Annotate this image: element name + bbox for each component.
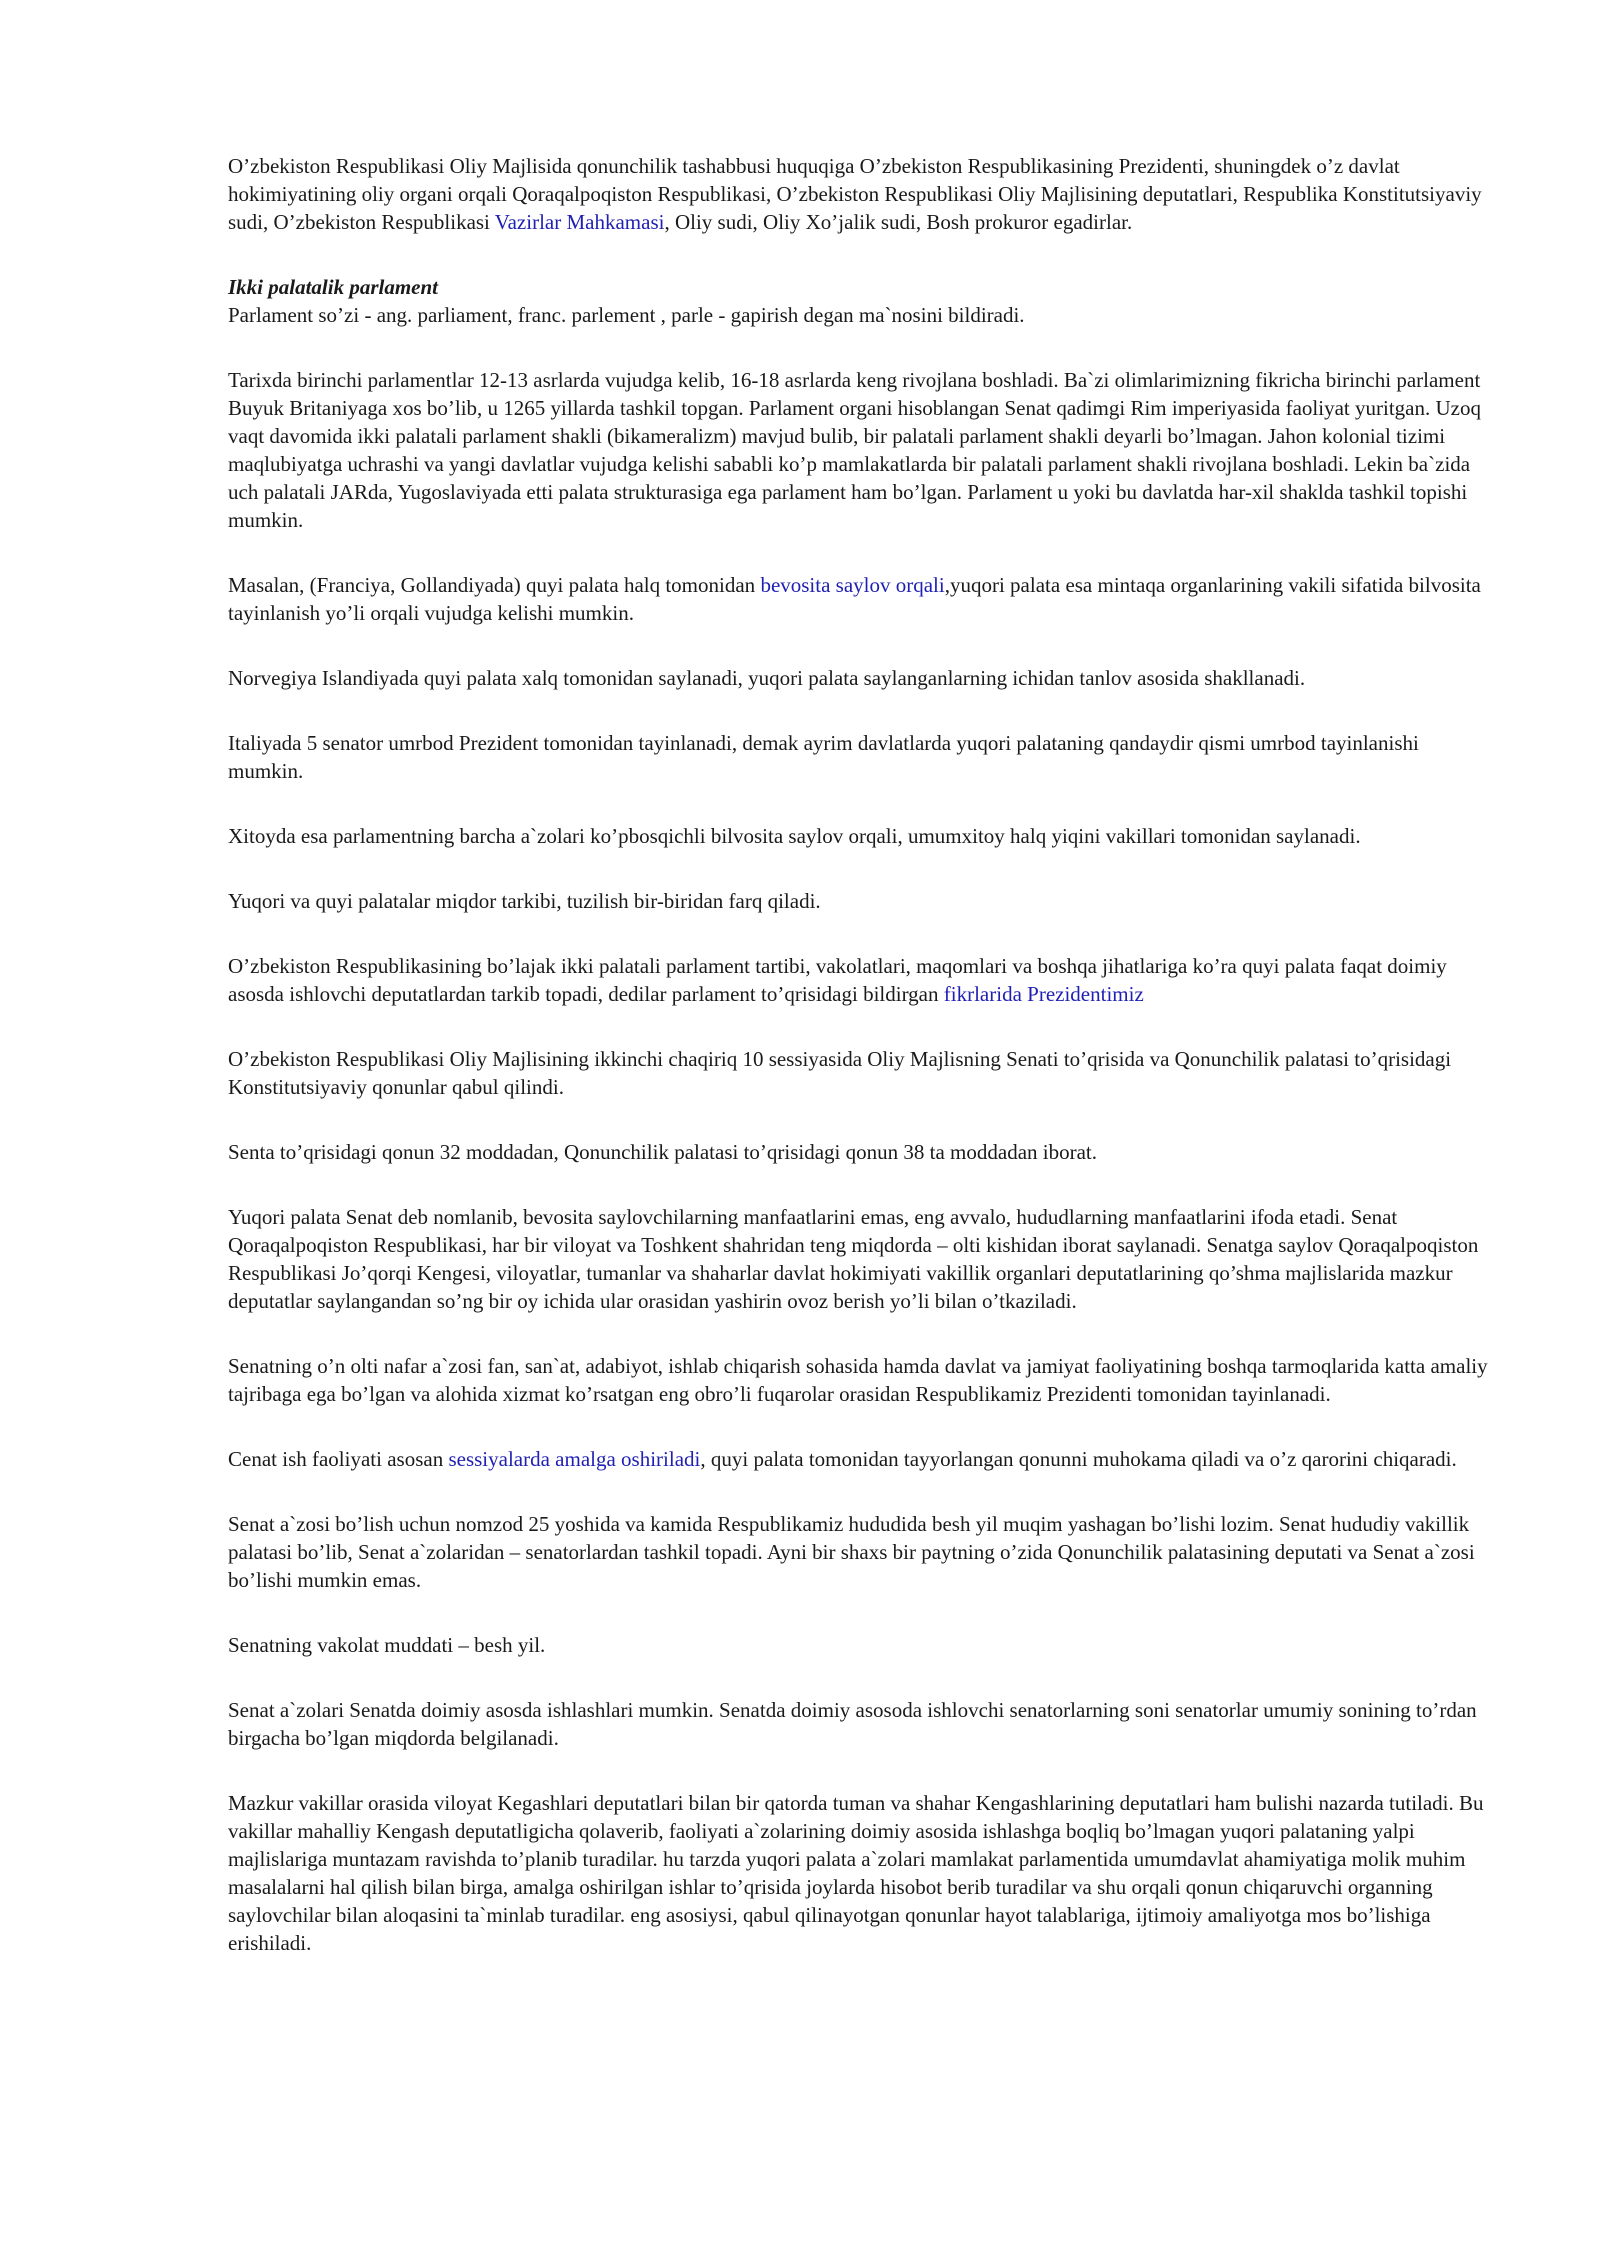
paragraph-appointed-senators: Senatning o’n olti nafar a`zosi fan, san`at, adabiyot, ishlab chiqarish sohasida hamda davlat va jamiyat faoliyatining boshqa tarmoqlarida katta amaliy tajribaga ega bo’lgan va alohida xizmat ko’rsatgan eng obro’li fuqarolar orasidan Respublikamiz Prezidenti tomonidan tayinlanadi. (228, 1354, 1488, 1406)
paragraph-text: Cenat ish faoliyati asosan (228, 1447, 449, 1471)
link-vazirlar-mahkamasi[interactable]: Vazirlar Mahkamasi (494, 210, 665, 234)
paragraph-text: ,yuqori palata esa mintaqa organlarining vakili sifatida bilvosita tayinlanish yo’li orqali vujudga kelishi mumkin. (228, 573, 1481, 625)
paragraph-text: , quyi palata tomonidan tayyorlangan qonunni muhokama qiladi va o’z qarorini chiqaradi. (700, 1447, 1457, 1471)
paragraph-france-netherlands (228, 571, 1488, 627)
paragraph-history: Tarixda birinchi parlamentlar 12-13 asrlarda vujudga kelib, 16-18 asrlarda keng rivojlana boshladi. Ba`zi olimlarimizning fikricha birinchi parlament Buyuk Britaniyaga xos bo’lib, u 1265 yillarda tashkil topgan. Parlament organi hisoblangan Senat qadimgi Rim imperiyasida faoliyat yuritgan. Uzoq vaqt davomida ikki palatali parlament shakli (bikameralizm) mavjud bulib, bir palatali parlament shakli deyarli bo’lmagan. Jahon kolonial tizimi maqlubiyatga uchrashi va yangi davlatlar vujudga kelishi sababli ko’p mamlakatlarda bir palatali parlament shakli rivojlana boshladi. Lekin ba`zida uch palatali JARda, Yugoslaviyada etti palata strukturasiga ega parlament ham bo’lgan. Parlament u yoki bu davlatda har-xil shaklda tashkil topishi mumkin. (228, 368, 1481, 532)
paragraph-text: , Oliy sudi, Oliy Xo’jalik sudi, Bosh prokuror egadirlar. (664, 210, 1133, 234)
section-heading: Ikki palatalik parlament (228, 275, 439, 299)
paragraph-text: O’zbekiston Respublikasining bo’lajak ikki palatali parlament tartibi, vakolatlari, maqomlari va boshqa jihatlariga ko’ra quyi palata faqat doimiy asosda ishlovchi deputatlardan tarkib topadi, dedilar parlament to’qrisidagi bildirgan (228, 954, 1447, 1006)
paragraph-norway-iceland: Norvegiya Islandiyada quyi palata xalq tomonidan saylanadi, yuqori palata saylanganlarning ichidan tanlov asosida shakllanadi. (228, 666, 1306, 690)
paragraph-senate-eligibility: Senat a`zosi bo’lish uchun nomzod 25 yoshida va kamida Respublikamiz hududida besh yil muqim yashagan bo’lishi lozim. Senat hududiy vakillik palatasi bo’lib, Senat a`zolaridan – senatorlardan tashkil topadi. Ayni bir shaxs bir paytning o’zida Qonunchilik palatasining deputati va Senat a`zosi bo’lishi mumkin emas. (228, 1512, 1475, 1592)
paragraph-legislative-initiative (228, 152, 1488, 236)
paragraph-china: Xitoyda esa parlamentning barcha a`zolari ko’pbosqichli bilvosita saylov orqali, umumxitoy halq yiqini vakillari tomonidan saylanadi. (228, 824, 1361, 848)
paragraph-uzbekistan-lower-house (228, 952, 1488, 1008)
paragraph-senate-term: Senatning vakolat muddati – besh yil. (228, 1633, 546, 1657)
paragraph-senate-activity (228, 1445, 1488, 1473)
paragraph-italy: Italiyada 5 senator umrbod Prezident tomonidan tayinlanadi, demak ayrim davlatlarda yuqori palataning qandaydir qismi umrbod tayinlanishi mumkin. (228, 731, 1419, 783)
link-fikrlarida-prezidentimiz[interactable]: fikrlarida Prezidentimiz (943, 982, 1144, 1006)
paragraph-senate-composition: Yuqori palata Senat deb nomlanib, bevosita saylovchilarning manfaatlarini emas, eng avvalo, hududlarning manfaatlarini ifoda etadi. Senat Qoraqalpoqiston Respublikasi, har bir viloyat va Toshkent shahridan teng miqdorda – olti kishidan iborat saylanadi. Senatga saylov Qoraqalpoqiston Respublikasi Jo’qorqi Kengesi, viloyatlar, tumanlar va shaharlar davlat hokimiyati vakillik organlari deputatlarining qo’shma majlislarida mazkur deputatlar saylangandan so’ng bir oy ichida ular orasidan yashirin ovoz berish yo’li bilan o’tkaziladi. (228, 1205, 1479, 1313)
link-bevosita-saylov[interactable]: bevosita saylov orqali (760, 573, 945, 597)
paragraph-text: Masalan, (Franciya, Gollandiyada) quyi palata halq tomonidan (228, 573, 761, 597)
paragraph-parliament-etymology: Parlament so’zi - ang. parliament, franc. parlement , parle - gapirish degan ma`nosini bildiradi. (228, 303, 1025, 327)
paragraph-chambers-differ: Yuqori va quyi palatalar miqdor tarkibi, tuzilish bir-biridan farq qiladi. (228, 889, 821, 913)
paragraph-law-articles: Senta to’qrisidagi qonun 32 moddadan, Qonunchilik palatasi to’qrisidagi qonun 38 ta moddadan iborat. (228, 1140, 1098, 1164)
paragraph-permanent-senators: Senat a`zolari Senatda doimiy asosda ishlashlari mumkin. Senatda doimiy asosoda ishlovchi senatorlarning soni senatorlar umumiy sonining to’rdan birgacha bo’lgan miqdorda belgilanadi. (228, 1698, 1477, 1750)
paragraph-text: O’zbekiston Respublikasi Oliy Majlisida qonunchilik tashabbusi huquqiga O’zbekiston Respublikasining Prezidenti, shuningdek o’z davlat hokimiyatining oliy organi orqali Qoraqalpoqiston Respublikasi, O’zbekiston Respublikasi Oliy Majlisining deputatlari, Respublika Konstitutsiyaviy sudi, O’zbekiston Respublikasi (228, 154, 1482, 234)
link-sessiyalarda[interactable]: sessiyalarda amalga oshiriladi (448, 1447, 701, 1471)
paragraph-session-laws: O’zbekiston Respublikasi Oliy Majlisining ikkinchi chaqiriq 10 sessiyasida Oliy Majlisning Senati to’qrisida va Qonunchilik palatasi to’qrisidagi Konstitutsiyaviy qonunlar qabul qilindi. (228, 1047, 1452, 1099)
document-page (228, 152, 1488, 1994)
paragraph-local-deputies: Mazkur vakillar orasida viloyat Kegashlari deputatlari bilan bir qatorda tuman va shahar Kengashlarining deputatlari ham bulishi nazarda tutiladi. Bu vakillar mahalliy Kengash deputatligicha qolaverib, faoliyati a`zolarining doimiy asosida ishlashga boqliq bo’lmagan yuqori palataning yalpi majlislariga muntazam ravishda to’planib turadilar. hu tarzda yuqori palata a`zolari mamlakat parlamentida umumdavlat ahamiyatiga molik muhim masalalarni hal qilish bilan birga, amalga oshirilgan ishlar to’qrisida joylarda hisobot berib turadilar va shu orqali qonun chiqaruvchi organning saylovchilar bilan aloqasini ta`minlab turadilar. eng asosiysi, qabul qilinayotgan qonunlar hayot talablariga, ijtimoiy amaliyotga mos bo’lishiga erishiladi. (228, 1791, 1484, 1955)
section-bicameral (228, 273, 1488, 329)
